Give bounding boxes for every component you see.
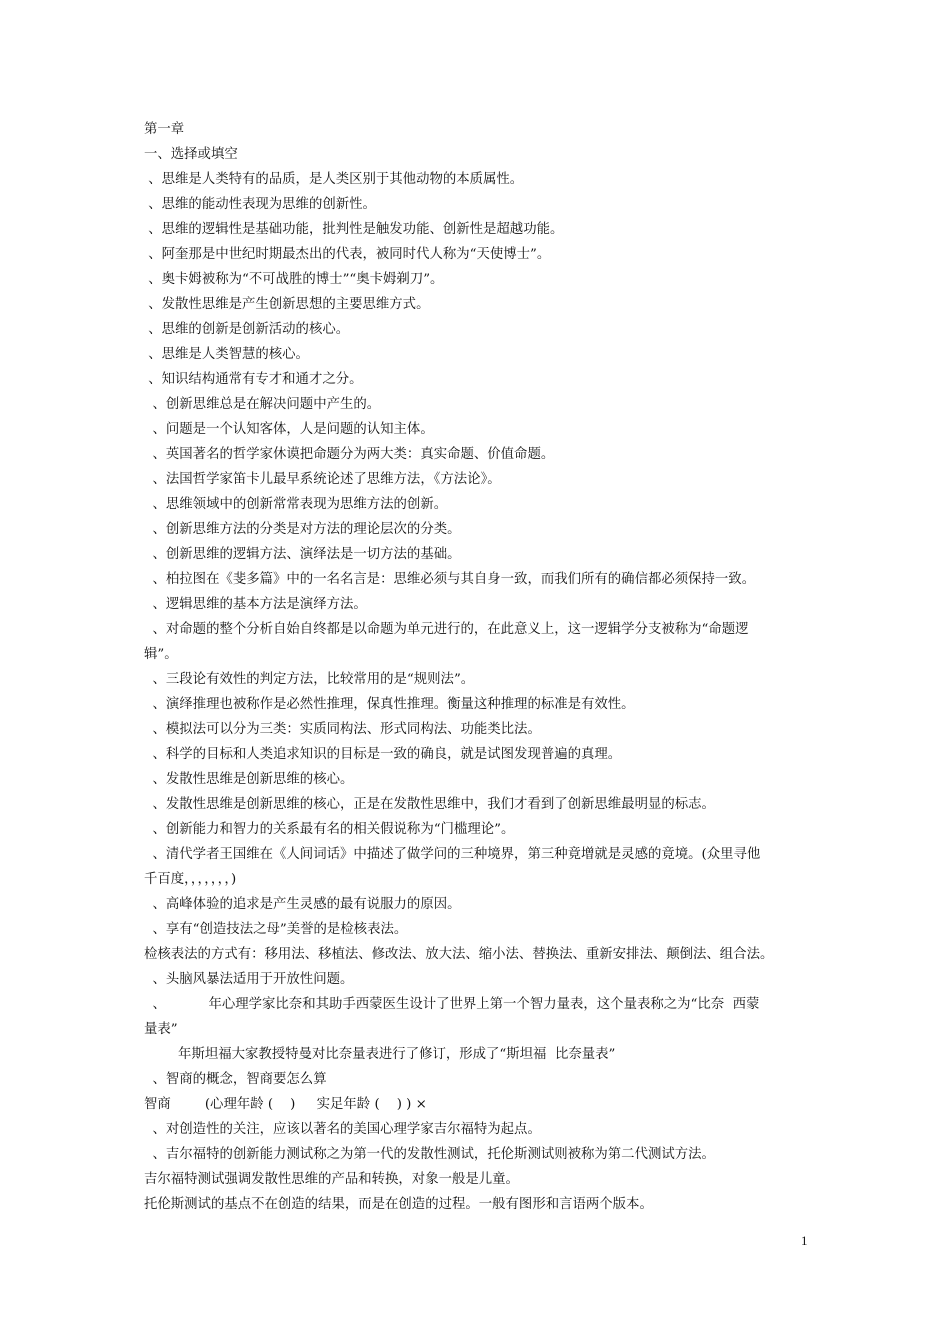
document-body bbox=[144, 117, 834, 1217]
text-line: 、演绎推理也被称作是必然性推理，保真性推理。衡量这种推理的标准是有效性。 bbox=[144, 697, 635, 712]
text-line: 、奥卡姆被称为“不可战胜的博士”“奥卡姆剃刀”。 bbox=[144, 272, 444, 287]
text-line: 、逻辑思维的基本方法是演绎方法。 bbox=[144, 597, 367, 612]
text-line: 、对命题的整个分析自始自终都是以命题为单元进行的，在此意义上，这一逻辑学分支被称为“命题逻 bbox=[144, 622, 749, 637]
text-line: 、头脑风暴法适用于开放性问题。 bbox=[144, 972, 354, 987]
text-line: 、创新思维的逻辑方法、演绎法是一切方法的基础。 bbox=[144, 547, 461, 562]
text-line: 、吉尔福特的创新能力测试称之为第一代的发散性测试，托伦斯测试则被称为第二代测试方法。 bbox=[144, 1147, 715, 1162]
text-line: 年斯坦福大家教授特曼对比奈量表进行了修订，形成了“斯坦福 比奈量表” bbox=[144, 1047, 616, 1062]
text-line: 检核表法的方式有：移用法、移植法、修改法、放大法、缩小法、替换法、重新安排法、颠倒法、组合法。 bbox=[144, 947, 774, 962]
text-line: 、清代学者王国维在《人间词话》中描述了做学问的三种境界，第三种竟增就是灵感的竟境。(众里寻他 bbox=[144, 847, 761, 862]
text-line: 托伦斯测试的基点不在创造的结果，而是在创造的过程。一般有图形和言语两个版本。 bbox=[144, 1197, 653, 1212]
text-line: 、发散性思维是产生创新思想的主要思维方式。 bbox=[144, 297, 430, 312]
text-line: 、知识结构通常有专才和通才之分。 bbox=[144, 372, 363, 387]
text-line: 、思维的能动性表现为思维的创新性。 bbox=[144, 197, 376, 212]
text-line: 、发散性思维是创新思维的核心，正是在发散性思维中，我们才看到了创新思维最明显的标志。 bbox=[144, 797, 715, 812]
text-line: 、思维是人类智慧的核心。 bbox=[144, 347, 309, 362]
text-line: 吉尔福特测试强调发散性思维的产品和转换，对象一般是儿童。 bbox=[144, 1172, 519, 1187]
text-line: 、思维的创新是创新活动的核心。 bbox=[144, 322, 350, 337]
text-line: 、阿奎那是中世纪时期最杰出的代表，被同时代人称为“天使博士”。 bbox=[144, 247, 551, 262]
text-line: 辑”。 bbox=[144, 647, 178, 662]
text-line: 千百度，，，，，，，) bbox=[144, 872, 237, 887]
text-line: 、柏拉图在《斐多篇》中的一名名言是：思维必须与其自身一致，而我们所有的确信都必须保持一致。 bbox=[144, 572, 756, 587]
text-line: 、思维领域中的创新常常表现为思维方法的创新。 bbox=[144, 497, 448, 512]
chapter-title: 第一章 bbox=[144, 122, 185, 137]
text-line: 、对创造性的关注，应该以著名的美国心理学家吉尔福特为起点。 bbox=[144, 1122, 541, 1137]
page-number: 1 bbox=[801, 1233, 808, 1248]
text-line: 、享有“创造技法之母”美誉的是检核表法。 bbox=[144, 922, 408, 937]
text-line: 、 年心理学家比奈和其助手西蒙医生设计了世界上第一个智力量表，这个量表称之为“比奈 西蒙 bbox=[144, 997, 760, 1012]
text-line: 、创新思维总是在解决问题中产生的。 bbox=[144, 397, 381, 412]
text-line: 、创新思维方法的分类是对方法的理论层次的分类。 bbox=[144, 522, 461, 537]
text-line: 、创新能力和智力的关系最有名的相关假说称为“门槛理论”。 bbox=[144, 822, 515, 837]
text-line: 、问题是一个认知客体，人是问题的认知主体。 bbox=[144, 422, 434, 437]
text-line: 、模拟法可以分为三类：实质同构法、形式同构法、功能类比法。 bbox=[144, 722, 541, 737]
text-line: 智商 (心理年龄 ( ) 实足年龄 ( ) ) × bbox=[144, 1097, 427, 1112]
text-line: 、英国著名的哲学家休谟把命题分为两大类：真实命题、价值命题。 bbox=[144, 447, 555, 462]
text-line: 、法国哲学家笛卡儿最早系统论述了思维方法，《方法论》。 bbox=[144, 472, 501, 487]
text-line: 、思维的逻辑性是基础功能，批判性是触发功能、创新性是超越功能。 bbox=[144, 222, 564, 237]
text-line: 、思维是人类特有的品质，是人类区别于其他动物的本质属性。 bbox=[144, 172, 524, 187]
text-line: 量表” bbox=[144, 1022, 178, 1037]
text-line: 、科学的目标和人类追求知识的目标是一致的确良，就是试图发现普遍的真理。 bbox=[144, 747, 622, 762]
text-line: 、高峰体验的追求是产生灵感的最有说服力的原因。 bbox=[144, 897, 461, 912]
section-heading: 一、选择或填空 bbox=[144, 147, 238, 162]
text-line: 、三段论有效性的判定方法，比较常用的是“规则法”。 bbox=[144, 672, 475, 687]
text-line: 、智商的概念，智商要怎么算 bbox=[144, 1072, 327, 1087]
text-line: 、发散性思维是创新思维的核心。 bbox=[144, 772, 354, 787]
